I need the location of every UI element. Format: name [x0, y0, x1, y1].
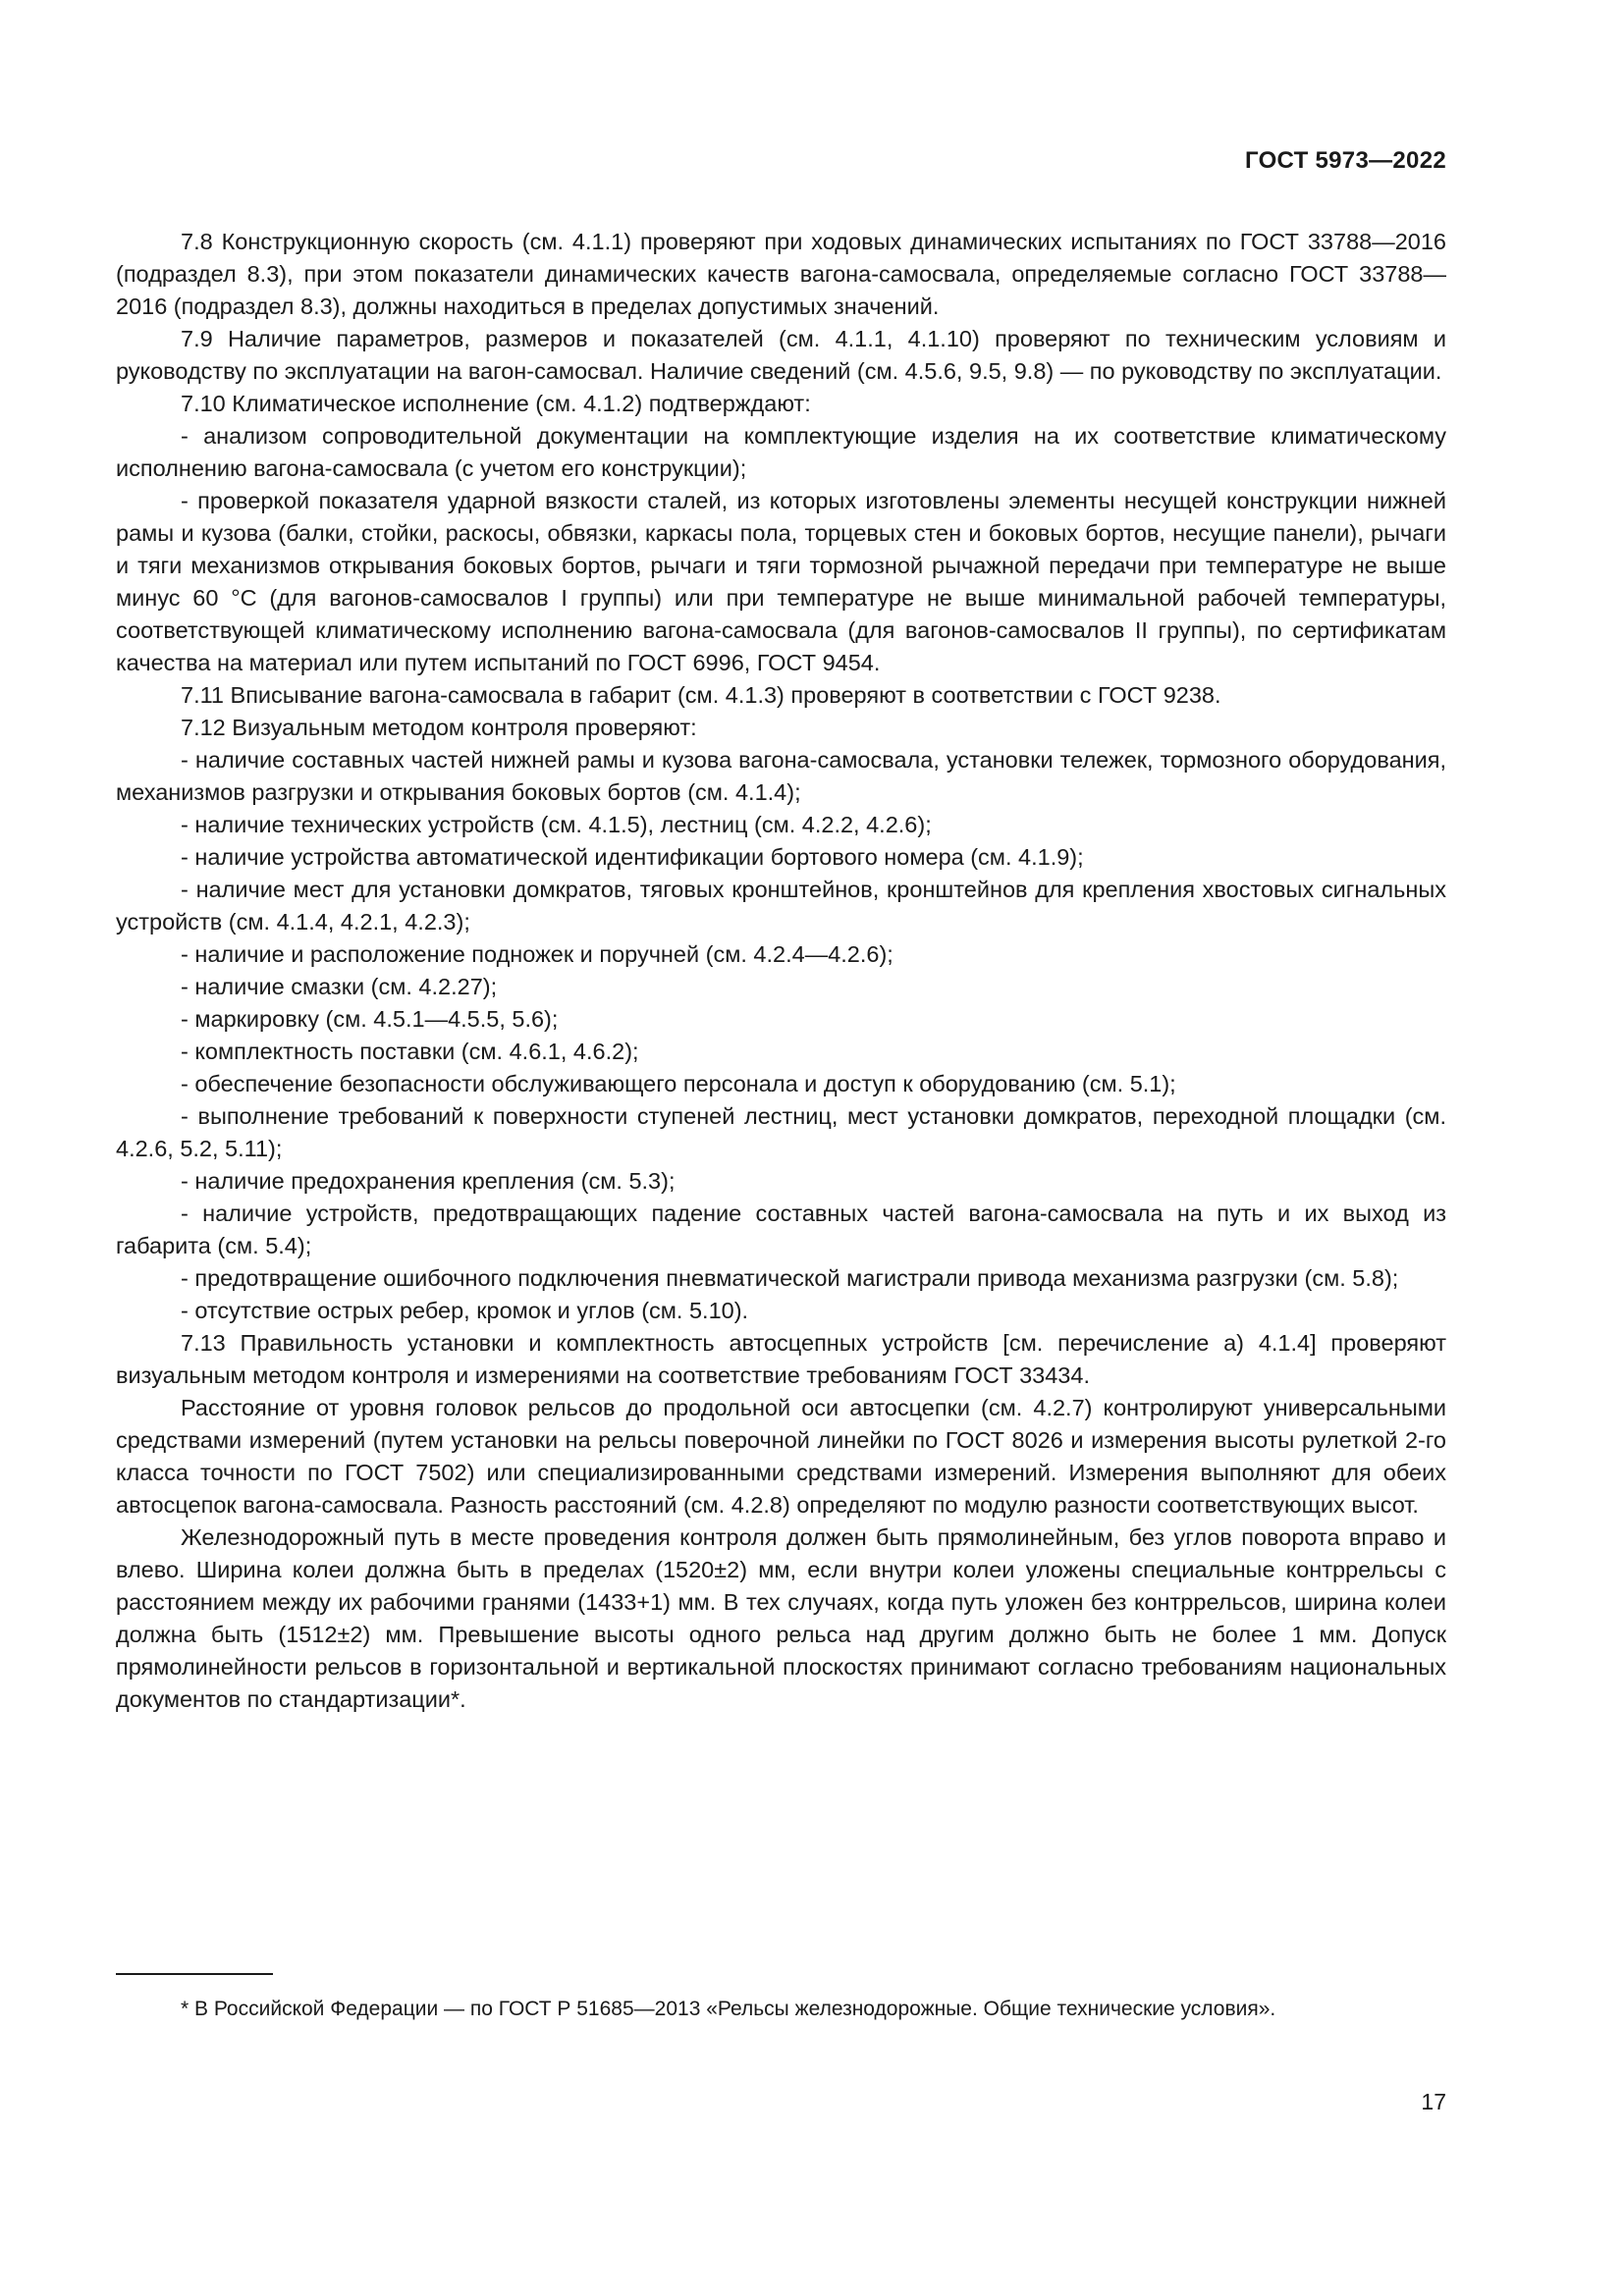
list-item: - наличие смазки (см. 4.2.27); [181, 974, 498, 999]
list-item: - наличие предохранения крепления (см. 5.3); [181, 1168, 676, 1194]
list-item: - обеспечение безопасности обслуживающего персонала и доступ к оборудованию (см. 5.1); [181, 1071, 1176, 1096]
list-item: - наличие устройств, предотвращающих падение составных частей вагона-самосвала на путь и их выход из габарита (см. 5.4); [116, 1201, 1446, 1258]
list-item: - комплектность поставки (см. 4.6.1, 4.6.2); [181, 1039, 639, 1064]
footnote-divider [116, 1973, 273, 1975]
list-item: - выполнение требований к поверхности ступеней лестниц, мест установки домкратов, переходной площадки (см. 4.2.6, 5.2, 5.11); [116, 1103, 1446, 1161]
paragraph-7-10: 7.10 Климатическое исполнение (см. 4.1.2) подтверждают: [181, 391, 811, 416]
page-number: 17 [1421, 2089, 1446, 2114]
list-item: - маркировку (см. 4.5.1—4.5.5, 5.6); [181, 1006, 559, 1032]
list-item: - наличие мест для установки домкратов, тяговых кронштейнов, кронштейнов для крепления хвостовых сигнальных устройств (см. 4.1.4, 4.2.1, 4.2.3); [116, 877, 1446, 934]
paragraph-7-13: 7.13 Правильность установки и комплектность автосцепных устройств [см. перечисление а) 4.1.4] проверяют визуальным методом контроля и измерениями на соответствие требованиям ГОСТ 33434. [116, 1330, 1446, 1388]
document-body [116, 226, 1446, 1716]
list-item: - наличие устройства автоматической идентификации бортового номера (см. 4.1.9); [181, 844, 1084, 870]
paragraph-coupler-distance: Расстояние от уровня головок рельсов до продольной оси автосцепки (см. 4.2.7) контролируют универсальными средствами измерений (путем установки на рельсы поверочной линейки по ГОСТ 8026 и измерения высоты рулеткой 2-го класса точности по ГОСТ 7502) или специализированными средствами измерений. Измерения выполняют для обеих автосцепок вагона-самосвала. Разность расстояний (см. 4.2.8) определяют по модулю разности соответствующих высот. [116, 1395, 1446, 1518]
paragraph-7-8: 7.8 Конструкционную скорость (см. 4.1.1) проверяют при ходовых динамических испытаниях по ГОСТ 33788—2016 (подраздел 8.3), при этом показатели динамических качеств вагона-самосвала, определяемые согласно ГОСТ 33788—2016 (подраздел 8.3), должны находиться в пределах допустимых значений. [116, 229, 1446, 319]
list-item: - наличие технических устройств (см. 4.1.5), лестниц (см. 4.2.2, 4.2.6); [181, 812, 932, 837]
list-item: - предотвращение ошибочного подключения пневматической магистрали привода механизма разгрузки (см. 5.8); [181, 1265, 1399, 1291]
paragraph-7-11: 7.11 Вписывание вагона-самосвала в габарит (см. 4.1.3) проверяют в соответствии с ГОСТ 9238. [181, 682, 1221, 708]
list-item: - наличие составных частей нижней рамы и кузова вагона-самосвала, установки тележек, тормозного оборудования, механизмов разгрузки и открывания боковых бортов (см. 4.1.4); [116, 747, 1446, 805]
paragraph-track-requirements: Железнодорожный путь в месте проведения контроля должен быть прямолинейным, без углов поворота вправо и влево. Ширина колеи должна быть в пределах (1520±2) мм, если внутри колеи уложены специальные контррельсы с расстоянием между их рабочими гранями (1433+1) мм. В тех случаях, когда путь уложен без контррельсов, ширина колеи должна быть (1512±2) мм. Превышение высоты одного рельса над другим должно быть не более 1 мм. Допуск прямолинейности рельсов в горизонтальной и вертикальной плоскостях принимают согласно требованиям национальных документов по стандартизации*. [116, 1524, 1446, 1712]
list-item: - наличие и расположение подножек и поручней (см. 4.2.4—4.2.6); [181, 941, 893, 967]
document-header: ГОСТ 5973—2022 [1244, 147, 1446, 174]
paragraph-7-9: 7.9 Наличие параметров, размеров и показателей (см. 4.1.1, 4.1.10) проверяют по техническим условиям и руководству по эксплуатации на вагон-самосвал. Наличие сведений (см. 4.5.6, 9.5, 9.8) — по руководству по эксплуатации. [116, 326, 1446, 384]
list-item: - проверкой показателя ударной вязкости сталей, из которых изготовлены элементы несущей конструкции нижней рамы и кузова (балки, стойки, раскосы, обвязки, каркасы пола, торцевых стен и боковых бортов, несущие панели), рычаги и тяги механизмов открывания боковых бортов, рычаги и тяги тормозной рычажной передачи при температуре не выше минус 60 °C (для вагонов-самосвалов I группы) или при температуре не выше минимальной рабочей температуры, соответствующей климатическому исполнению вагона-самосвала (для вагонов-самосвалов II группы), по сертификатам качества на материал или путем испытаний по ГОСТ 6996, ГОСТ 9454. [116, 488, 1446, 675]
list-item: - анализом сопроводительной документации на комплектующие изделия на их соответствие климатическому исполнению вагона-самосвала (с учетом его конструкции); [116, 423, 1446, 481]
footnote: * В Российской Федерации — по ГОСТ Р 51685—2013 «Рельсы железнодорожные. Общие технические условия». [181, 1998, 1276, 2020]
paragraph-7-12: 7.12 Визуальным методом контроля проверяют: [181, 715, 697, 740]
list-item: - отсутствие острых ребер, кромок и углов (см. 5.10). [181, 1298, 749, 1323]
